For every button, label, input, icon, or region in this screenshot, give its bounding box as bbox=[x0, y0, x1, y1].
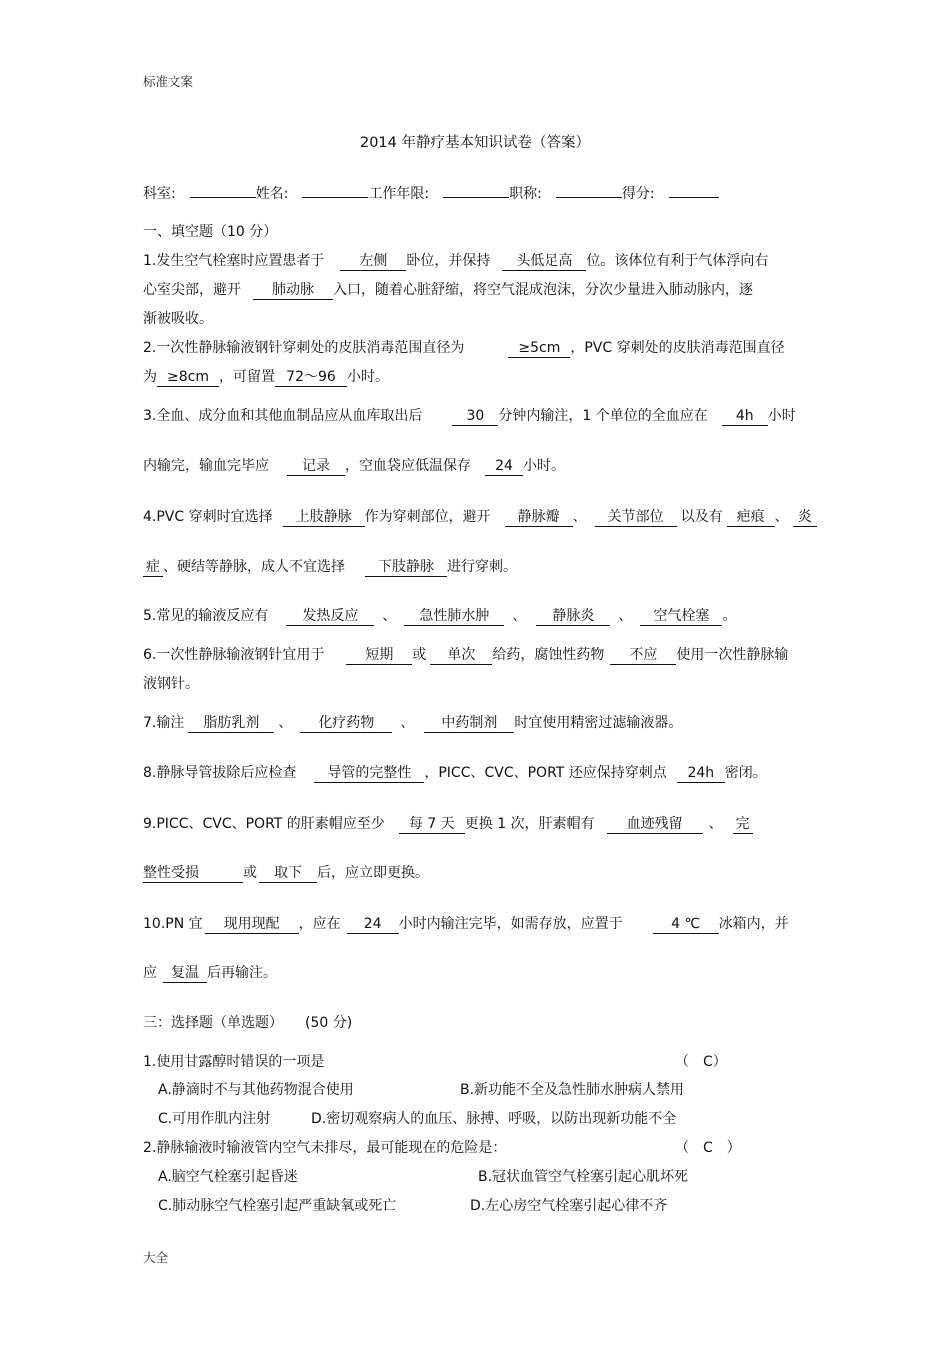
q3-text: 小时 bbox=[767, 408, 796, 424]
q8-text: 密闭。 bbox=[724, 765, 767, 781]
q9-text: 或 bbox=[243, 865, 257, 881]
q7-line bbox=[143, 713, 682, 733]
q3-line1 bbox=[143, 406, 796, 426]
mc2-option-a: A.脑空气栓塞引起昏迷 bbox=[158, 1169, 298, 1185]
q1-text: 卧位，并保持 bbox=[406, 253, 491, 269]
q4-text: 、 bbox=[774, 509, 789, 525]
mc1-option-d: D.密切观察病人的血压、脉搏、呼吸，以防出现新功能不全 bbox=[311, 1111, 677, 1127]
q1-line1 bbox=[143, 251, 768, 271]
q1-answer-1: 左侧 bbox=[340, 252, 406, 271]
q1-answer-2: 头低足高 bbox=[502, 252, 586, 271]
mc2-option-d: D.左心房空气栓塞引起心律不齐 bbox=[470, 1198, 668, 1214]
q9-text: 、 bbox=[708, 816, 723, 832]
q8-line bbox=[143, 763, 767, 783]
q6-text: 给药，腐蚀性药物 bbox=[492, 647, 605, 663]
q2-answer-1: ≥5cm bbox=[508, 339, 570, 358]
q4-answer-1: 上肢静脉 bbox=[283, 508, 365, 527]
q7-answer-1: 脂肪乳剂 bbox=[188, 714, 274, 733]
mc2-answer: （ C ） bbox=[675, 1140, 741, 1156]
q5-answer-3: 静脉炎 bbox=[536, 607, 610, 626]
q10-text: 应 bbox=[143, 965, 157, 981]
q1-text: 入口，随着心脏舒缩，将空气混成泡沫，分次少量进入肺动脉内，逐 bbox=[333, 282, 753, 298]
mc1-question: 1.使用甘露醇时错误的一项是 bbox=[143, 1054, 325, 1070]
q10-text: 10.PN 宜 bbox=[143, 916, 203, 932]
q8-answer-2: 24h bbox=[677, 764, 725, 783]
q2-answer-2: ≥8cm bbox=[157, 368, 219, 387]
q9-answer-1: 每 7 天 bbox=[399, 815, 465, 834]
q4-answer-2: 静脉瓣 bbox=[505, 508, 573, 527]
section-choice-label: 三：选择题（单选题） bbox=[143, 1015, 283, 1031]
q9-answer-2: 血迹残留 bbox=[607, 815, 703, 834]
q9-text: 后，应立即更换。 bbox=[317, 865, 429, 881]
q2-text: ，可留置 bbox=[219, 369, 275, 385]
page-header: 标准文案 bbox=[143, 74, 194, 89]
q2-text: 为 bbox=[143, 369, 157, 385]
q2-line1 bbox=[143, 338, 785, 358]
q10-text: 后再输注。 bbox=[207, 965, 277, 981]
info-row bbox=[143, 184, 719, 204]
q4-answer-6: 下肢静脉 bbox=[365, 558, 447, 577]
q10-answer-1: 现用现配 bbox=[205, 915, 299, 934]
q1-text: 心室尖部，避开 bbox=[143, 282, 241, 298]
q5-text: 5.常见的输液反应有 bbox=[143, 608, 269, 624]
q6-line2: 液钢针。 bbox=[143, 676, 199, 692]
q2-text: 小时。 bbox=[347, 369, 389, 385]
q1-text: 位。该体位有利于气体浮向右 bbox=[586, 253, 769, 269]
q8-text: 8.静脉导管拔除后应检查 bbox=[143, 765, 297, 781]
q8-text: ，PICC、CVC、PORT 还应保持穿刺点 bbox=[424, 765, 667, 781]
q4-line1 bbox=[143, 507, 817, 527]
info-label-score: 得分: bbox=[621, 186, 655, 202]
q10-text: 小时内输注完毕，如需存放，应置于 bbox=[398, 916, 623, 932]
q9-line2 bbox=[143, 863, 429, 883]
q10-answer-2: 24 bbox=[347, 915, 399, 934]
q5-line bbox=[143, 606, 736, 626]
q10-text: 冰箱内，并 bbox=[718, 916, 789, 932]
q10-answer-4: 复温 bbox=[163, 964, 207, 983]
q7-text: 时宜使用精密过滤输液器。 bbox=[514, 715, 683, 731]
q10-line2 bbox=[143, 963, 277, 983]
q4-answer-4: 疤痕 bbox=[727, 508, 775, 527]
mc2-question: 2.静脉输液时输液管内空气未排尽，最可能现在的危险是： bbox=[143, 1140, 507, 1156]
q3-text: 内输完，输血完毕应 bbox=[143, 458, 269, 474]
q5-answer-4: 空气栓塞 bbox=[640, 607, 722, 626]
q4-text: 作为穿刺部位，避开 bbox=[364, 509, 491, 525]
q4-line2 bbox=[143, 557, 517, 577]
mc1-option-b: B.新功能不全及急性肺水肿病人禁用 bbox=[460, 1082, 685, 1098]
info-value-title[interactable] bbox=[556, 197, 622, 198]
q3-answer-1: 30 bbox=[452, 407, 498, 426]
q3-answer-3: 记录 bbox=[287, 457, 345, 476]
section-fill-blank-title: 一、填空题（10 分） bbox=[143, 224, 278, 240]
page-footer: 大全 bbox=[143, 1250, 169, 1265]
q1-text: 1.发生空气栓塞时应置患者于 bbox=[143, 253, 325, 269]
q6-text: 使用一次性静脉输 bbox=[676, 647, 789, 663]
q5-text: 、 bbox=[382, 608, 397, 624]
q9-answer-4: 取下 bbox=[259, 864, 317, 883]
q10-text: ，应在 bbox=[298, 916, 341, 932]
info-label-dept: 科室: bbox=[143, 186, 176, 202]
q6-answer-3: 不应 bbox=[610, 646, 676, 665]
q5-answer-2: 急性肺水肿 bbox=[404, 607, 504, 626]
q4-answer-5-cont: 症 bbox=[143, 558, 163, 577]
info-label-title: 职称: bbox=[509, 186, 542, 202]
q5-text: 、 bbox=[512, 608, 527, 624]
q4-text: 以及有 bbox=[680, 509, 723, 525]
q3-text: 3.全血、成分血和其他血制品应从血库取出后 bbox=[143, 408, 423, 424]
q8-answer-1: 导管的完整性 bbox=[314, 764, 424, 783]
q9-text: 更换 1 次，肝素帽有 bbox=[464, 816, 595, 832]
q2-text: ，PVC 穿刺处的皮肤消毒范围直径 bbox=[570, 340, 785, 356]
q3-text: ，空血袋应低温保存 bbox=[345, 458, 471, 474]
info-value-dept[interactable] bbox=[190, 197, 256, 198]
q3-text: 分钟内输注，1 个单位的全血应在 bbox=[498, 408, 708, 424]
q2-text: 2.一次性静脉输液钢针穿刺处的皮肤消毒范围直径为 bbox=[143, 340, 465, 356]
q6-text: 6.一次性静脉输液钢针宜用于 bbox=[143, 647, 325, 663]
q1-line3: 渐被吸收。 bbox=[143, 311, 213, 327]
q7-text: 7.输注 bbox=[143, 715, 185, 731]
mc1-answer: （ C） bbox=[675, 1054, 727, 1070]
mc2-option-b: B.冠状血管空气栓塞引起心肌坏死 bbox=[478, 1169, 689, 1185]
q9-answer-3: 完 bbox=[733, 815, 753, 834]
q4-answer-5: 炎 bbox=[793, 508, 817, 527]
q4-text: 4.PVC 穿刺时宜选择 bbox=[143, 509, 273, 525]
q3-text: 小时。 bbox=[523, 458, 565, 474]
q9-line1 bbox=[143, 814, 753, 834]
q5-text: 、 bbox=[618, 608, 633, 624]
q10-answer-3: 4 ℃ bbox=[653, 915, 719, 934]
q1-answer-3: 肺动脉 bbox=[253, 281, 333, 300]
q9-answer-3-cont: 整性受损 bbox=[143, 864, 243, 883]
info-value-score[interactable] bbox=[669, 197, 719, 198]
mc2-option-c: C.肺动脉空气栓塞引起严重缺氧或死亡 bbox=[158, 1198, 397, 1214]
page-title: 2014 年静疗基本知识试卷（答案） bbox=[359, 135, 590, 151]
q7-answer-3: 中药制剂 bbox=[424, 714, 514, 733]
q7-text: 、 bbox=[278, 715, 293, 731]
q7-answer-2: 化疗药物 bbox=[300, 714, 392, 733]
q4-text: 进行穿刺。 bbox=[447, 559, 517, 575]
info-label-years: 工作年限: bbox=[368, 186, 430, 202]
q6-text: 或 bbox=[412, 647, 427, 663]
section-choice-score: (50 分) bbox=[305, 1015, 353, 1031]
mc1-option-a: A.静滴时不与其他药物混合使用 bbox=[158, 1082, 354, 1098]
q2-answer-3: 72～96 bbox=[275, 368, 347, 387]
q5-answer-1: 发热反应 bbox=[286, 607, 374, 626]
info-value-years[interactable] bbox=[443, 197, 509, 198]
q2-line2 bbox=[143, 367, 389, 387]
q6-answer-2: 单次 bbox=[430, 646, 492, 665]
q4-answer-3: 关节部位 bbox=[595, 508, 677, 527]
mc1-option-c: C.可用作肌内注射 bbox=[158, 1111, 271, 1127]
q3-line2 bbox=[143, 456, 565, 476]
q3-answer-4: 24 bbox=[485, 457, 523, 476]
q4-text: 、 bbox=[572, 509, 587, 525]
q9-text: 9.PICC、CVC、PORT 的肝素帽应至少 bbox=[143, 816, 385, 832]
q4-text: 、硬结等静脉，成人不宜选择 bbox=[163, 559, 345, 575]
q3-answer-2: 4h bbox=[722, 407, 768, 426]
info-value-name[interactable] bbox=[302, 197, 368, 198]
q6-answer-1: 短期 bbox=[346, 646, 412, 665]
q6-line1 bbox=[143, 645, 788, 665]
q10-line1 bbox=[143, 914, 789, 934]
q5-text: 。 bbox=[722, 608, 737, 624]
section-choice-title bbox=[143, 1013, 352, 1033]
q1-line2 bbox=[143, 280, 753, 300]
q7-text: 、 bbox=[400, 715, 415, 731]
info-label-name: 姓名: bbox=[255, 186, 289, 202]
